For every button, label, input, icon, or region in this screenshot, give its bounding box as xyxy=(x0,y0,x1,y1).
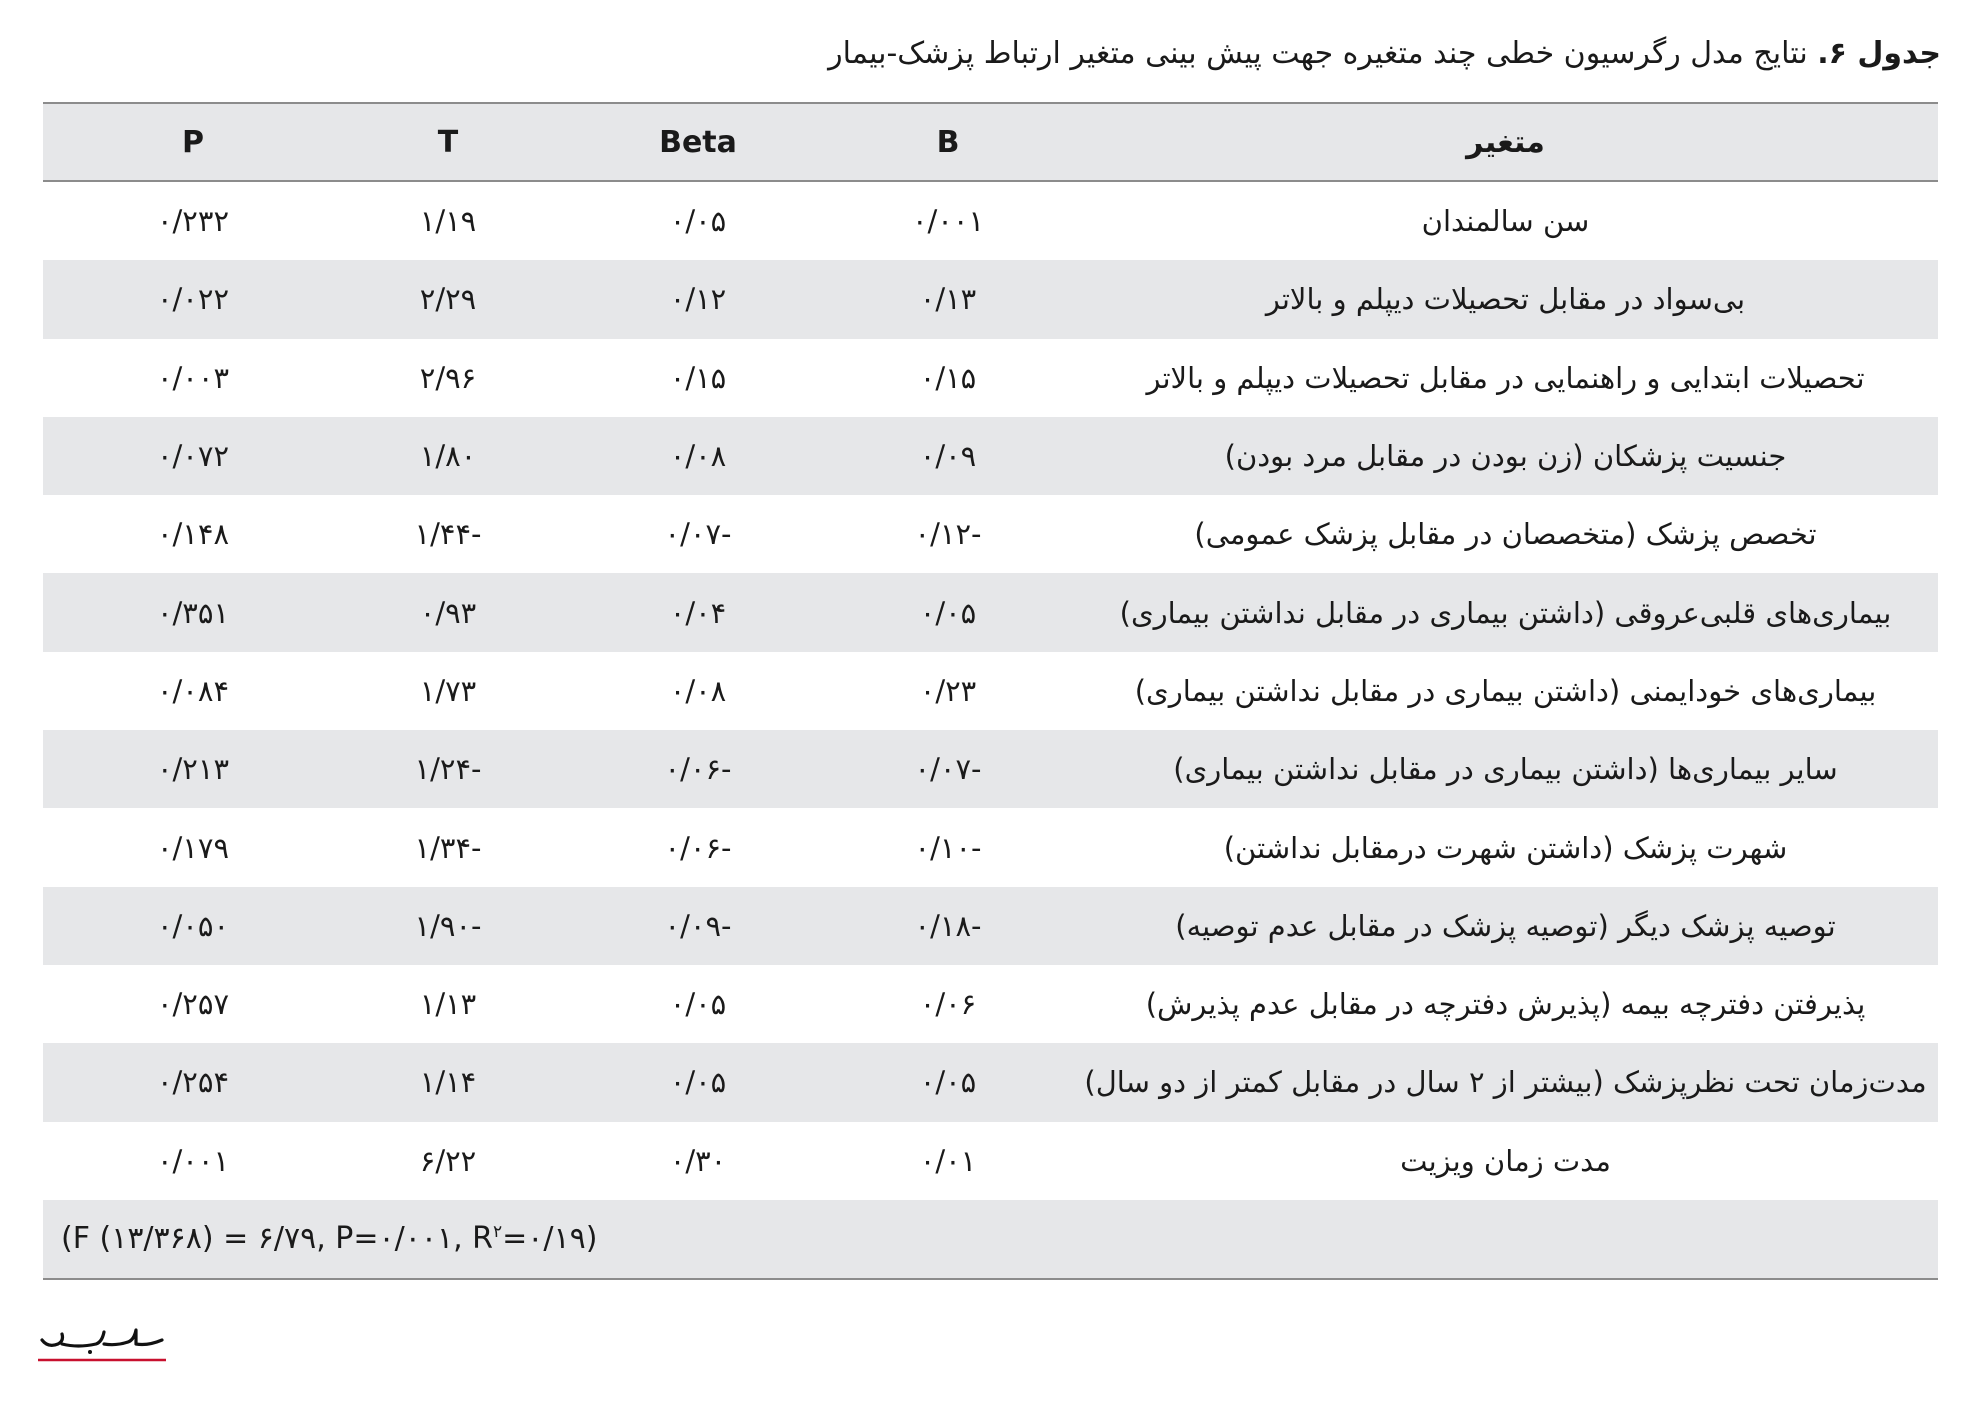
cell-t: ۰/۹۳ xyxy=(419,595,477,630)
cell-variable: توصیه پزشک دیگر (توصیه پزشک در مقابل عدم توصیه) xyxy=(1175,908,1836,943)
journal-logo-mark xyxy=(38,1318,166,1364)
table-row xyxy=(43,1122,1938,1200)
cell-p: ۰/۳۵۱ xyxy=(156,595,230,630)
header-b: B xyxy=(936,124,960,160)
cell-b: ۰/۲۳ xyxy=(919,673,977,708)
header-t: T xyxy=(437,124,459,160)
table-row xyxy=(43,730,1938,808)
journal-logo xyxy=(38,1318,166,1364)
cell-variable: بیماری‌های قلبی‌عروقی (داشتن بیماری در مقابل نداشتن بیماری) xyxy=(1119,595,1892,630)
cell-p: ۰/۲۳۲ xyxy=(156,204,230,239)
cell-t: -۱/۴۴ xyxy=(414,517,482,552)
footnote-tail: =۰/۱۹) xyxy=(502,1221,598,1257)
cell-beta: ۰/۱۲ xyxy=(669,282,727,317)
cell-beta: ۰/۰۵ xyxy=(669,1065,727,1100)
cell-beta: -۰/۰۹ xyxy=(664,908,732,943)
cell-beta: ۰/۰۸ xyxy=(669,439,727,474)
table-row xyxy=(43,808,1938,886)
cell-variable: جنسیت پزشکان (زن بودن در مقابل مرد بودن) xyxy=(1224,439,1787,474)
cell-beta: -۰/۰۶ xyxy=(664,830,732,865)
cell-variable: مدت‌زمان تحت نظرپزشک (بیشتر از ۲ سال در مقابل کمتر از دو سال) xyxy=(1084,1065,1927,1100)
cell-p: ۰/۱۷۹ xyxy=(156,830,230,865)
cell-b: -۰/۱۰ xyxy=(914,830,982,865)
cell-t: -۱/۲۴ xyxy=(414,752,482,787)
table-footnote-row xyxy=(43,1200,1938,1278)
table-row xyxy=(43,1043,1938,1121)
cell-p: ۰/۰۵۰ xyxy=(156,908,230,943)
cell-beta: ۰/۰۵ xyxy=(669,987,727,1022)
cell-beta: ۰/۰۸ xyxy=(669,673,727,708)
cell-beta: ۰/۰۴ xyxy=(669,595,727,630)
cell-t: ۱/۷۳ xyxy=(419,673,477,708)
cell-b: -۰/۰۷ xyxy=(914,752,982,787)
table-row xyxy=(43,887,1938,965)
cell-t: ۱/۸۰ xyxy=(419,439,477,474)
table-row xyxy=(43,260,1938,338)
cell-b: ۰/۰۶ xyxy=(919,987,977,1022)
cell-t: ۱/۱۳ xyxy=(419,987,477,1022)
cell-p: ۰/۲۵۴ xyxy=(156,1065,230,1100)
caption-label: جدول ۶. xyxy=(1817,36,1941,71)
header-p: P xyxy=(182,124,204,160)
cell-variable: پذیرفتن دفترچه بیمه (پذیرش دفترچه در مقابل عدم پذیرش) xyxy=(1145,987,1866,1022)
cell-variable: سن سالمندان xyxy=(1421,204,1590,239)
table-row xyxy=(43,495,1938,573)
cell-t: -۱/۹۰ xyxy=(414,908,482,943)
cell-variable: شهرت پزشک (داشتن شهرت درمقابل نداشتن) xyxy=(1223,830,1788,865)
cell-beta: ۰/۳۰ xyxy=(669,1143,727,1178)
table-row xyxy=(43,417,1938,495)
table-header-row xyxy=(43,104,1938,182)
cell-b: ۰/۰۵ xyxy=(919,1065,977,1100)
cell-b: ۰/۰۵ xyxy=(919,595,977,630)
cell-p: ۰/۰۰۱ xyxy=(156,1143,230,1178)
cell-t: ۱/۱۴ xyxy=(419,1065,477,1100)
caption-text: نتایج مدل رگرسیون خطی چند متغیره جهت پیش بینی متغیر ارتباط پزشک-بیمار xyxy=(828,36,1818,71)
cell-b: ۰/۰۰۱ xyxy=(911,204,985,239)
table-row xyxy=(43,339,1938,417)
cell-t: ۲/۹۶ xyxy=(419,360,477,395)
cell-p: ۰/۰۲۲ xyxy=(156,282,230,317)
cell-p: ۰/۰۷۲ xyxy=(156,439,230,474)
cell-b: -۰/۱۸ xyxy=(914,908,982,943)
cell-p: ۰/۱۴۸ xyxy=(156,517,230,552)
cell-beta: -۰/۰۶ xyxy=(664,752,732,787)
regression-table xyxy=(43,102,1938,1280)
header-beta: Beta xyxy=(659,124,737,160)
cell-variable: مدت زمان ویزیت xyxy=(1400,1143,1611,1178)
cell-p: ۰/۰۸۴ xyxy=(156,673,230,708)
cell-t: -۱/۳۴ xyxy=(414,830,482,865)
cell-beta: ۰/۱۵ xyxy=(669,360,727,395)
cell-b: ۰/۱۵ xyxy=(919,360,977,395)
cell-beta: -۰/۰۷ xyxy=(664,517,732,552)
cell-b: -۰/۱۲ xyxy=(914,517,982,552)
cell-t: ۱/۱۹ xyxy=(419,204,477,239)
cell-variable: تحصیلات ابتدایی و راهنمایی در مقابل تحصیلات دیپلم و بالاتر xyxy=(1146,360,1865,395)
cell-variable: تخصص پزشک (متخصصان در مقابل پزشک عمومی) xyxy=(1194,517,1817,552)
table-row xyxy=(43,652,1938,730)
cell-b: ۰/۰۱ xyxy=(919,1143,977,1178)
cell-beta: ۰/۰۵ xyxy=(669,204,727,239)
table-row xyxy=(43,965,1938,1043)
footnote-superscript: ۲ xyxy=(493,1222,503,1243)
cell-p: ۰/۲۱۳ xyxy=(156,752,230,787)
cell-p: ۰/۲۵۷ xyxy=(156,987,230,1022)
cell-variable: بی‌سواد در مقابل تحصیلات دیپلم و بالاتر xyxy=(1265,282,1746,317)
table-row xyxy=(43,573,1938,651)
cell-t: ۲/۲۹ xyxy=(419,282,477,317)
header-variable: متغیر xyxy=(1466,124,1545,160)
footnote-main: (F (۱۳/۳۶۸) = ۶/۷۹, P=۰/۰۰۱, R xyxy=(61,1221,494,1257)
cell-variable: سایر بیماری‌ها (داشتن بیماری در مقابل نداشتن بیماری) xyxy=(1173,752,1838,787)
cell-t: ۶/۲۲ xyxy=(419,1143,477,1178)
cell-p: ۰/۰۰۳ xyxy=(156,360,230,395)
table-caption xyxy=(541,32,1941,76)
model-statistics xyxy=(43,1221,597,1256)
cell-b: ۰/۰۹ xyxy=(919,439,977,474)
table-row xyxy=(43,182,1938,260)
cell-b: ۰/۱۳ xyxy=(919,282,977,317)
cell-variable: بیماری‌های خودایمنی (داشتن بیماری در مقابل نداشتن بیماری) xyxy=(1134,673,1877,708)
